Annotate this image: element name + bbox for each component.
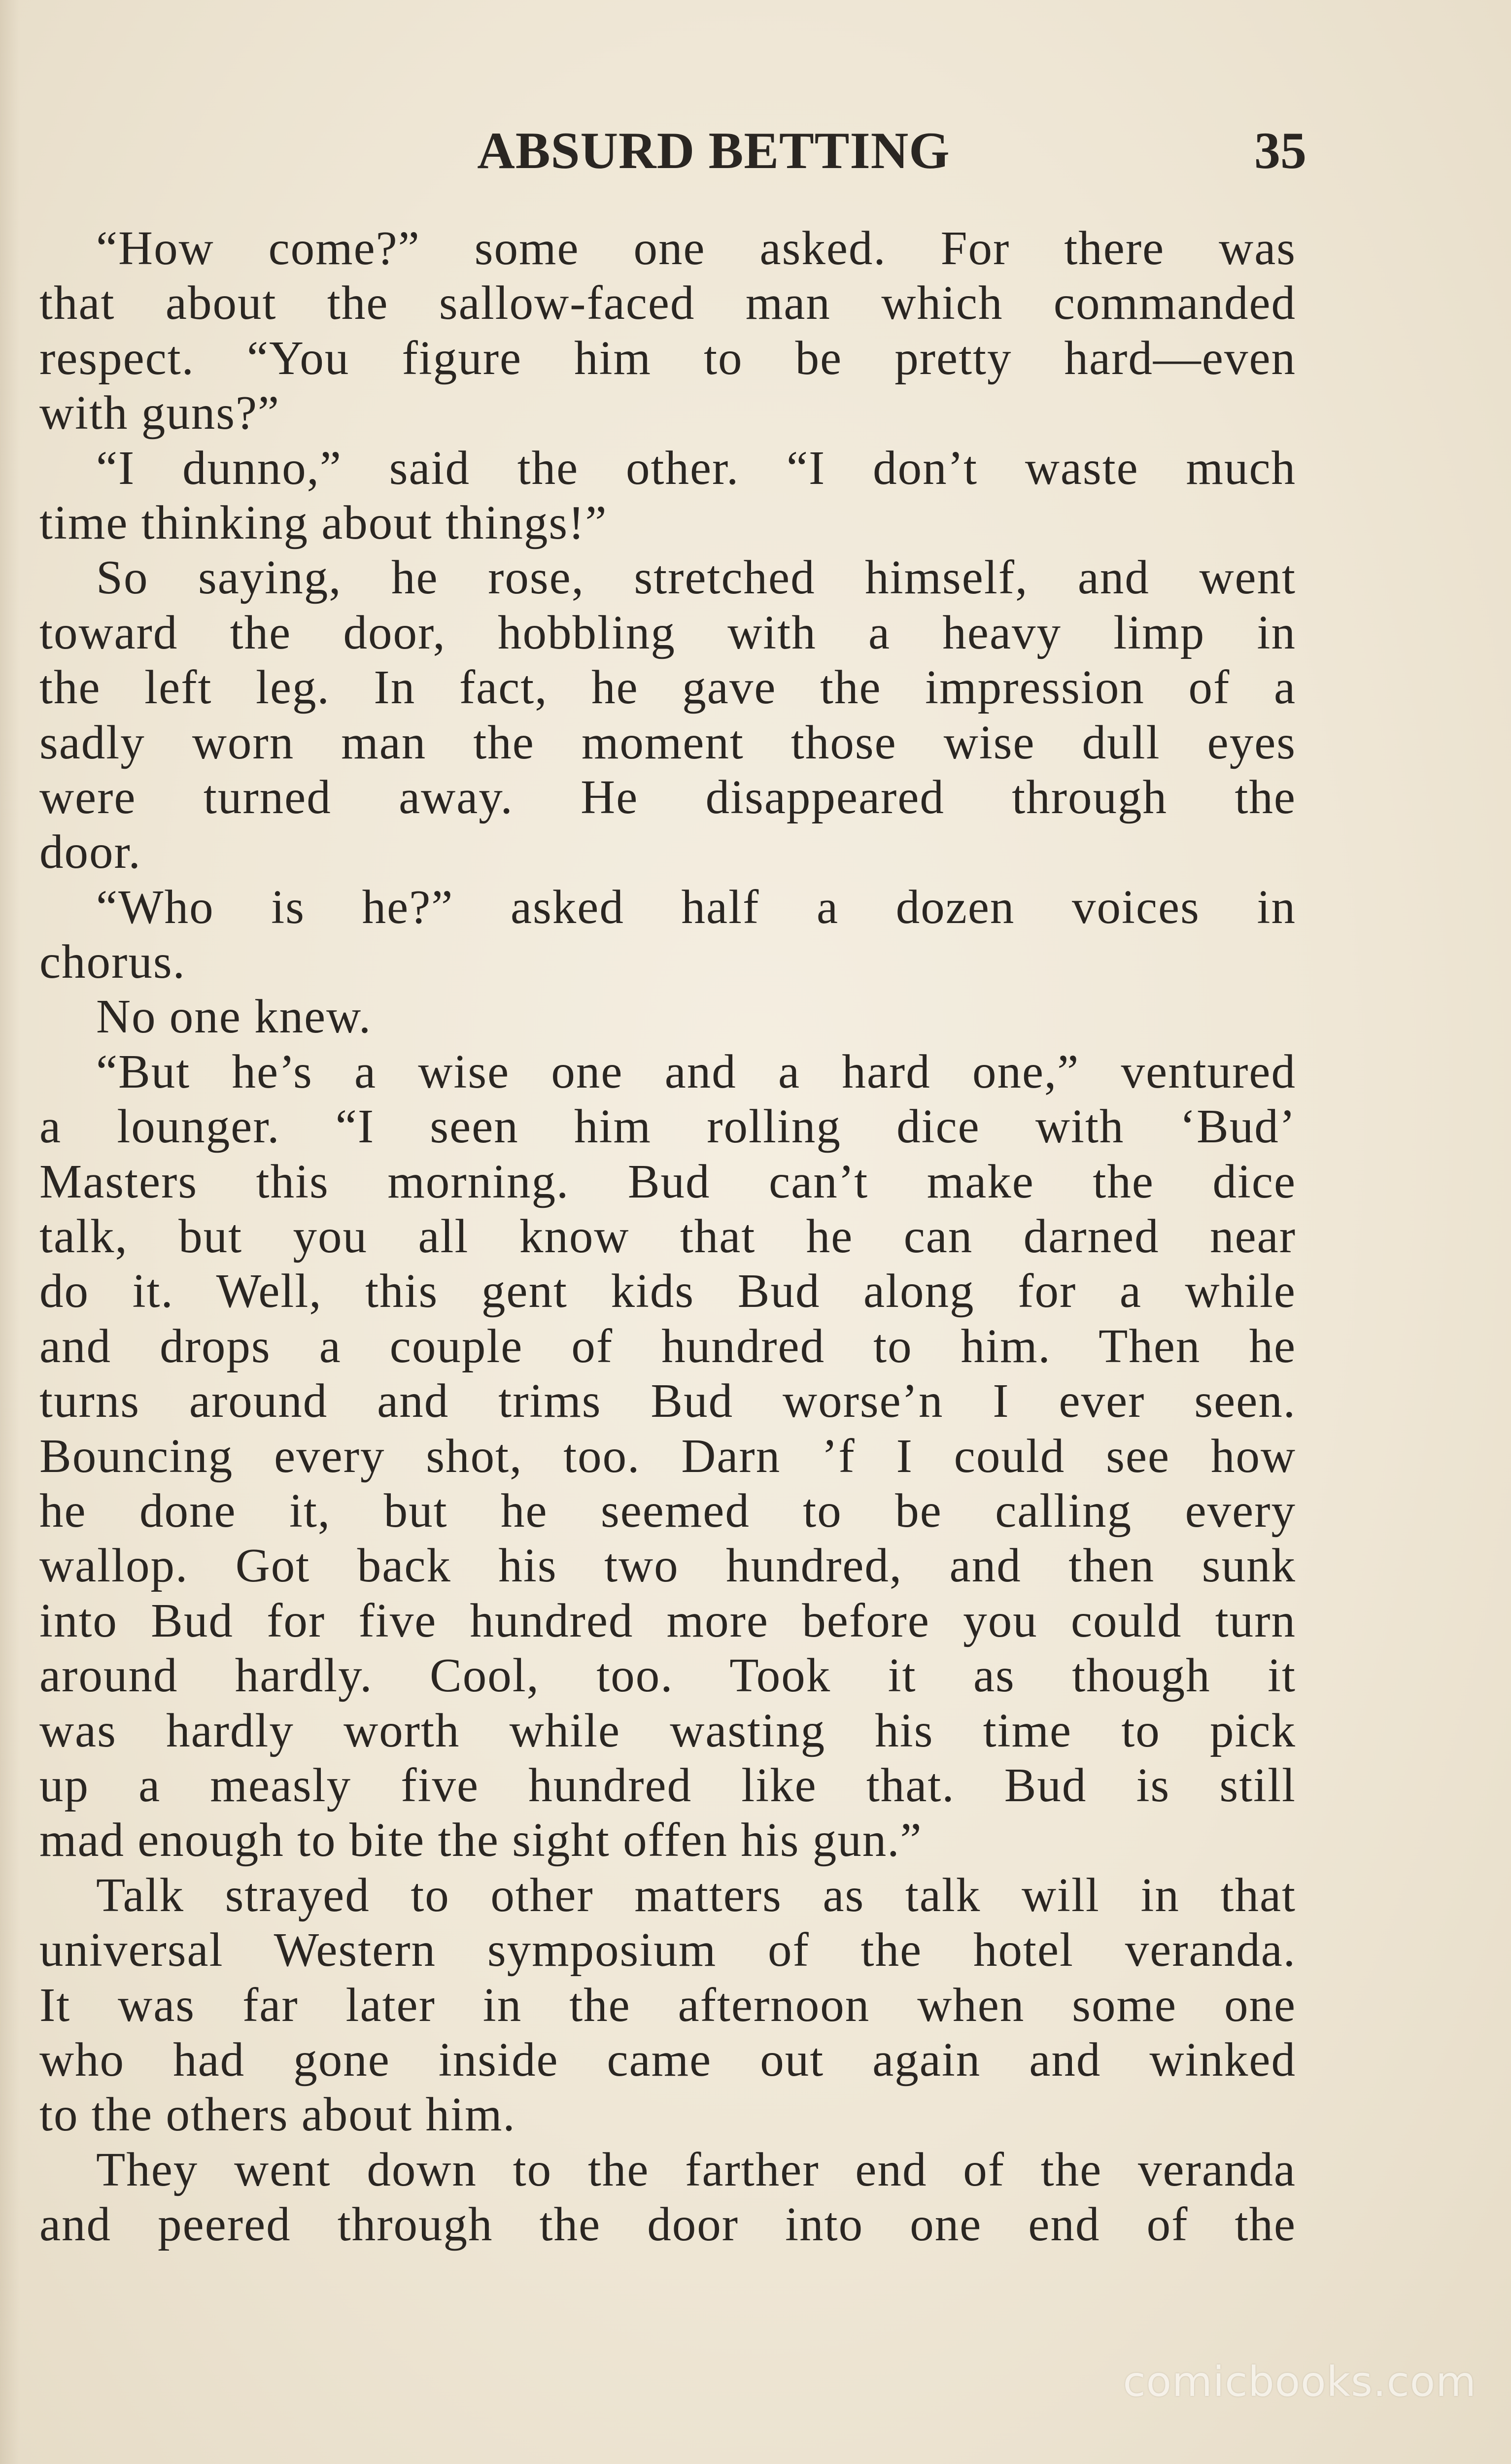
text-line: the left leg. In fact, he gave the impression of a: [39, 661, 1296, 714]
running-head: ABSURD BETTING: [477, 122, 950, 179]
text-line: Talk strayed to other matters as talk will in that: [96, 1868, 1296, 1921]
text-line: to the others about him.: [39, 2088, 516, 2141]
text-line: who had gone inside came out again and winked: [39, 2033, 1296, 2086]
text-line: into Bud for five hundred more before you could turn: [39, 1594, 1296, 1647]
text-line: and drops a couple of hundred to him. Then he: [39, 1319, 1296, 1372]
text-line: door.: [39, 825, 141, 879]
text-line: sadly worn man the moment those wise dull eyes: [39, 716, 1296, 769]
text-line: talk, but you all know that he can darned near: [39, 1210, 1296, 1263]
text-line: around hardly. Cool, too. Took it as though it: [39, 1649, 1296, 1702]
watermark: comicbooks.com: [1123, 2358, 1477, 2406]
text-line: respect. “You figure him to be pretty hard—even: [39, 331, 1296, 384]
text-line: were turned away. He disappeared through the: [39, 770, 1296, 823]
page-number: 35: [1254, 122, 1306, 179]
text-line: “How come?” some one asked. For there was: [96, 222, 1296, 274]
text-line: It was far later in the afternoon when some one: [39, 1978, 1296, 2031]
text-line: Bouncing every shot, too. Darn ’f I could see how: [39, 1429, 1296, 1482]
text-line: and peered through the door into one end of the: [39, 2198, 1296, 2251]
text-line: They went down to the farther end of the veranda: [96, 2143, 1296, 2196]
text-line: was hardly worth while wasting his time to pick: [39, 1704, 1296, 1757]
text-line: wallop. Got back his two hundred, and then sunk: [39, 1539, 1296, 1592]
text-line: time thinking about things!”: [39, 496, 608, 549]
text-line: a lounger. “I seen him rolling dice with ‘Bud’: [39, 1100, 1296, 1153]
text-line: toward the door, hobbling with a heavy limp in: [39, 606, 1296, 659]
text-line: he done it, but he seemed to be calling every: [39, 1484, 1296, 1537]
text-line: “But he’s a wise one and a hard one,” ventured: [96, 1045, 1296, 1098]
text-line: universal Western symposium of the hotel veranda.: [39, 1923, 1296, 1977]
text-line: “Who is he?” asked half a dozen voices in: [96, 880, 1296, 933]
text-line: “I dunno,” said the other. “I don’t waste much: [96, 441, 1296, 494]
text-line: do it. Well, this gent kids Bud along for a while: [39, 1265, 1296, 1318]
text-line: Masters this morning. Bud can’t make the dice: [39, 1155, 1296, 1208]
text-line: with guns?”: [39, 386, 280, 440]
text-line: So saying, he rose, stretched himself, and went: [96, 551, 1296, 604]
text-line: turns around and trims Bud worse’n I ever seen.: [39, 1374, 1296, 1428]
text-line: up a measly five hundred like that. Bud is still: [39, 1758, 1296, 1812]
text-line: chorus.: [39, 935, 186, 989]
text-line: that about the sallow-faced man which commanded: [39, 276, 1296, 330]
text-line: No one knew.: [96, 990, 372, 1043]
text-line: mad enough to bite the sight offen his gun.”: [39, 1814, 923, 1867]
body-text: [39, 221, 1296, 2252]
page-header: [39, 116, 1299, 185]
